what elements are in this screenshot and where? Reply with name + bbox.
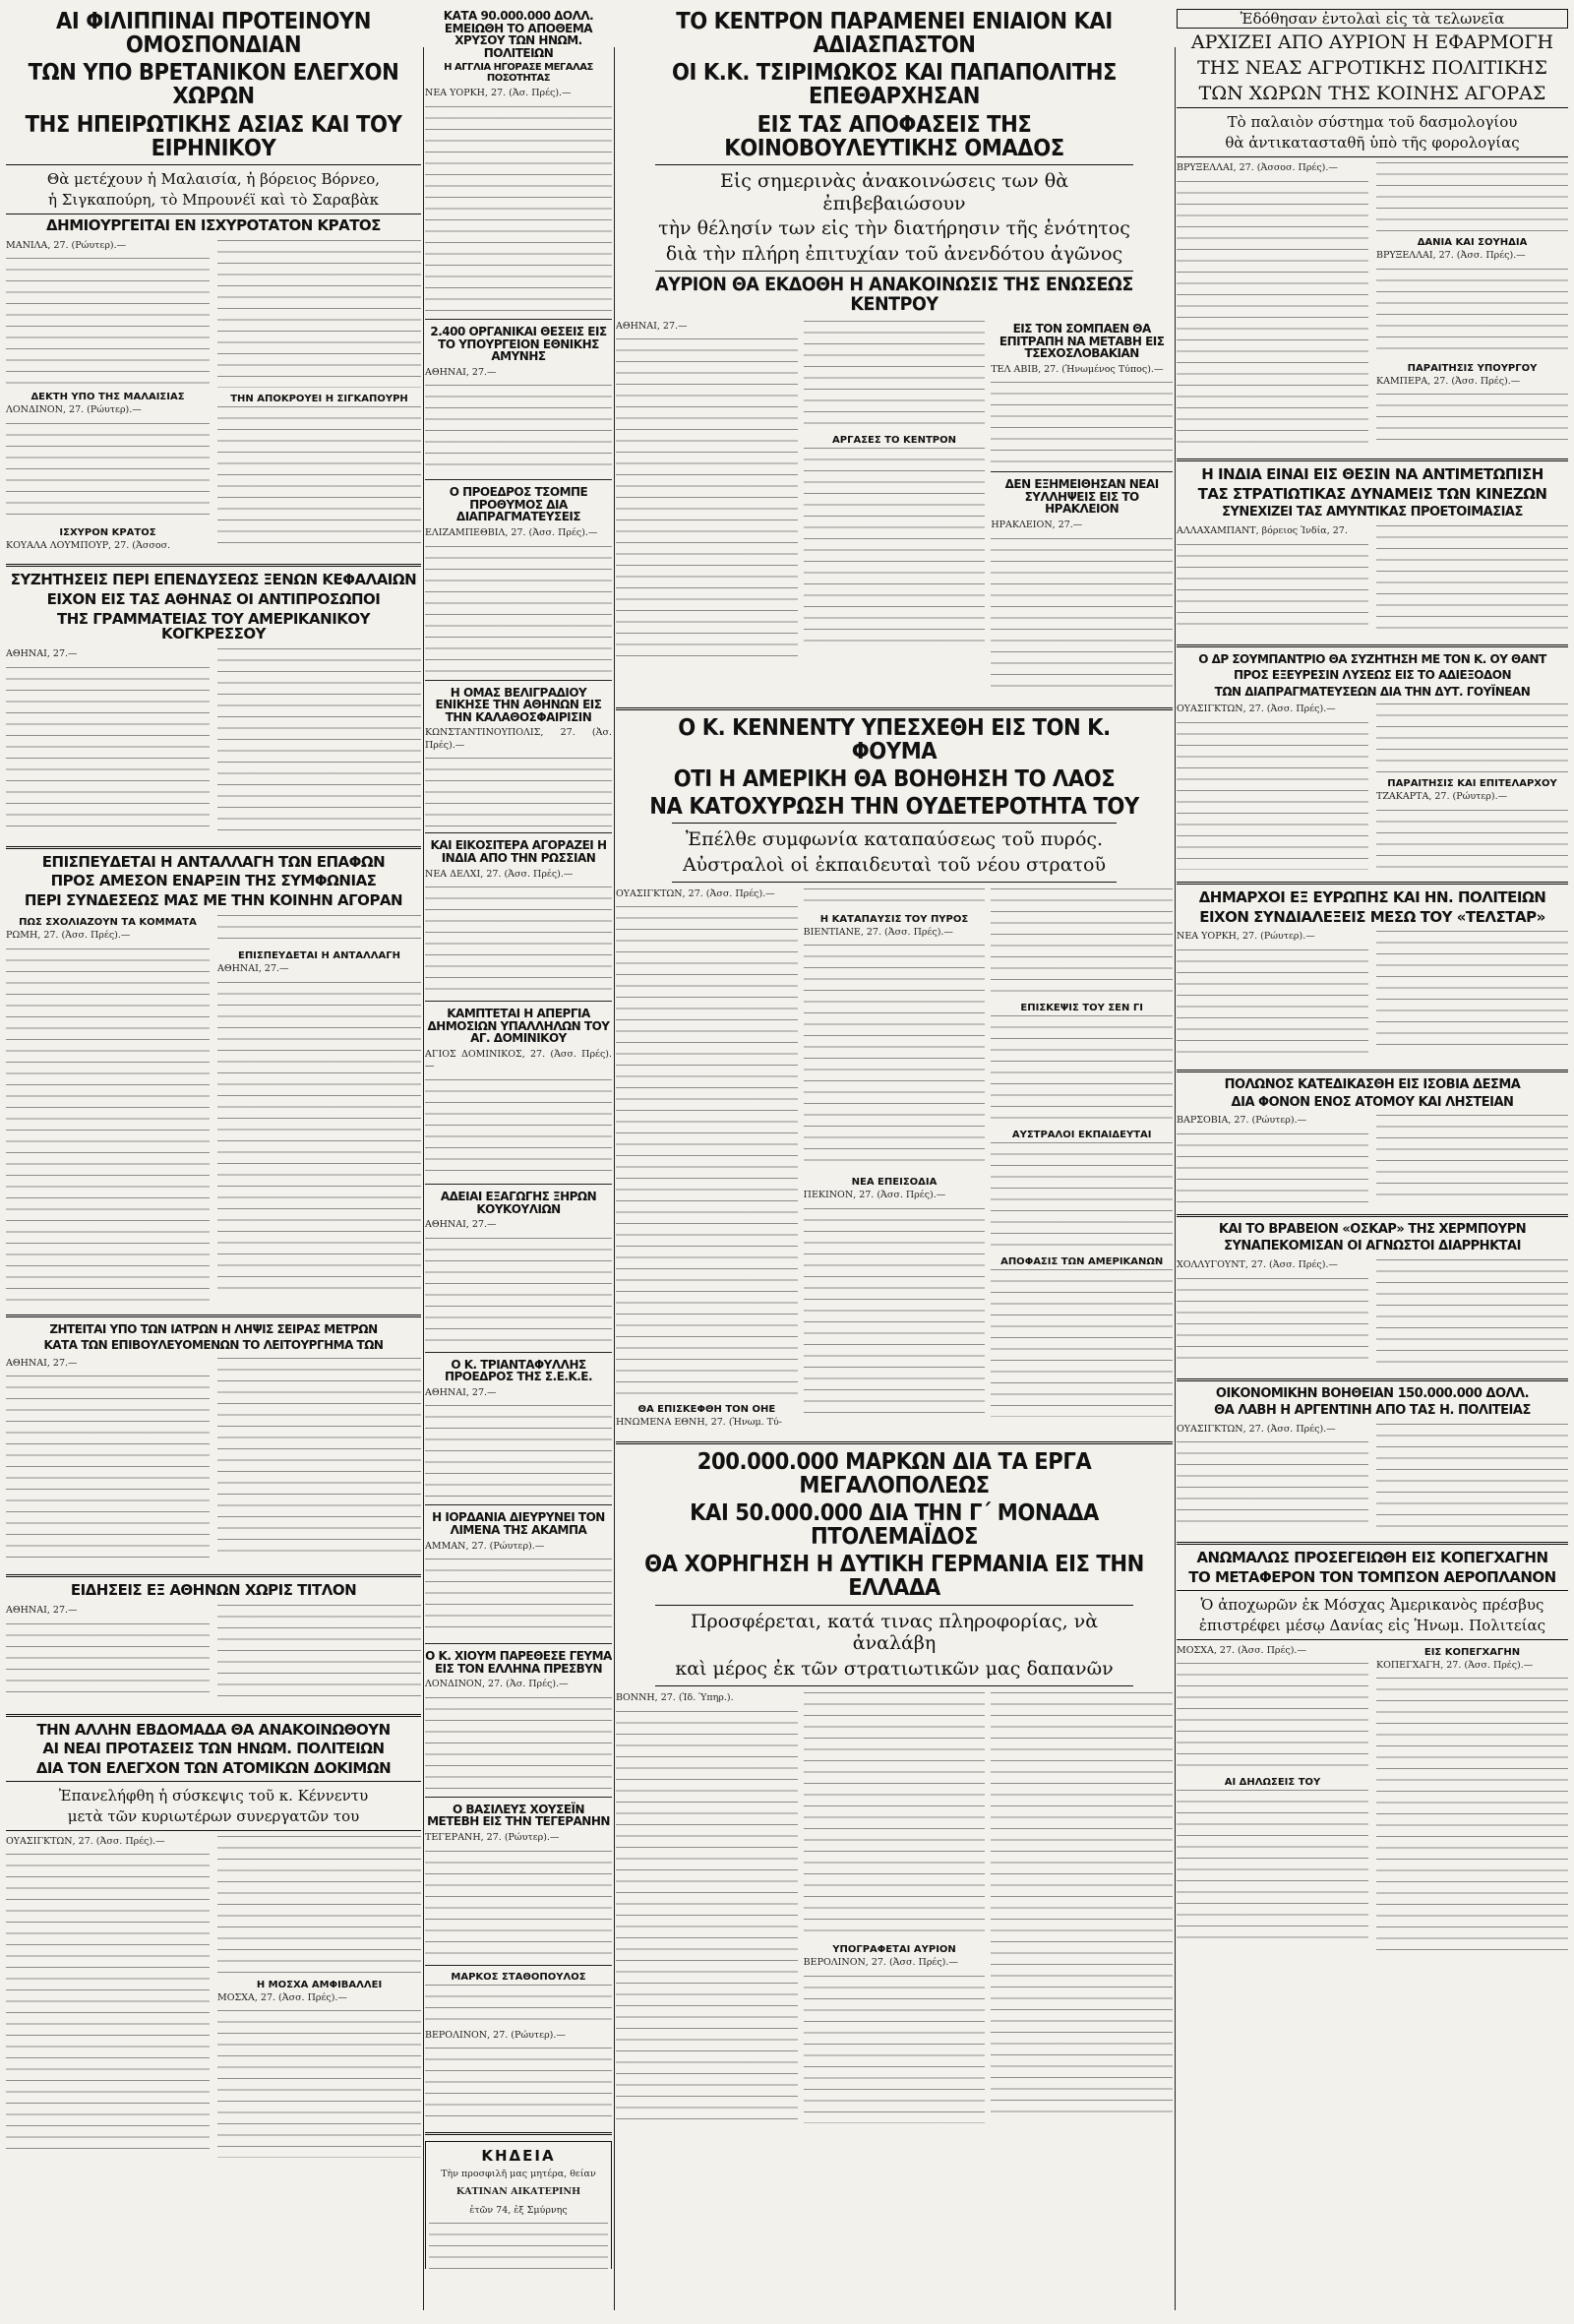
- headline-line: ΠΟΛΩΝΟΣ ΚΑΤΕΔΙΚΑΣΘΗ ΕΙΣ ΙΣΟΒΙΑ ΔΕΣΜΑ: [1224, 1076, 1521, 1092]
- article-text: [6, 1623, 210, 1702]
- article-hussein: [425, 1804, 612, 1959]
- article-text: [804, 1208, 986, 1415]
- subsection-title: ΠΩΣ ΣΧΟΛΙΑΖΟΥΝ ΤΑ ΚΟΜΜΑΤΑ: [19, 916, 197, 928]
- dateline: ΜΟΣΧΑ, 27. (Ἀσσ. Πρές).—: [217, 1991, 347, 2003]
- headline-line: ΚΑΙ 50.000.000 ΔΙΑ ΤΗΝ Γ΄ ΜΟΝΑΔΑ ΠΤΟΛΕΜΑΪΔΟΣ: [690, 1500, 1099, 1551]
- dateline: ΒΕΡΟΛΙΝΟΝ, 27. (Ρώυτερ).—: [425, 2029, 566, 2041]
- dateline: ΑΘΗΝΑΙ, 27.—: [6, 648, 78, 660]
- article-home-dinner: [425, 1650, 612, 1791]
- subsection-title: ΕΠΙΣΠΕΥΔΕΤΑΙ Η ΑΝΤΑΛΛΑΓΗ: [237, 949, 400, 961]
- dateline: ΒΡΥΞΕΛΛΑΙ, 27. (Ἀσσοσ. Πρές).—: [1177, 162, 1338, 174]
- article-text: [217, 1605, 421, 1698]
- article-text: [1376, 810, 1568, 869]
- headline-line: ΘΑ ΛΑΒΗ Η ΑΡΓΕΝΤΙΝΗ ΑΠΟ ΤΑΣ Η. ΠΟΛΙΤΕΙΑΣ: [1214, 1403, 1531, 1419]
- headline-line: ΤΟ ΜΕΤΑΦΕΡΟΝ ΤΟΝ ΤΟΜΠΣΟΝ ΑΕΡΟΠΛΑΝΟΝ: [1188, 1568, 1556, 1587]
- dateline: ΑΘΗΝΑΙ, 27.—: [6, 1357, 78, 1369]
- article-text: [425, 106, 612, 313]
- headline: Ο ΠΡΟΕΔΡΟΣ ΤΣΟΜΠΕ ΠΡΟΘΥΜΟΣ ΔΙΑ ΔΙΑΠΡΑΓΜΑΤΕΥΣΕΙΣ: [449, 485, 588, 524]
- article-text: [425, 1985, 612, 2024]
- subsection-title: ΑΠΟΦΑΣΙΣ ΤΩΝ ΑΜΕΡΙΚΑΝΩΝ: [1000, 1255, 1164, 1267]
- article-basketball: [425, 687, 612, 827]
- dateline: ΚΟΥΑΛΑ ΛΟΥΜΠΟΥΡ, 27. (Ἀσσοσ.: [6, 539, 171, 551]
- dateline: ΝΕΑ ΥΟΡΚΗ, 27. (Ρώυτερ).—: [1177, 931, 1315, 943]
- subsection-title: ΙΣΧΥΡΟΝ ΚΡΑΤΟΣ: [59, 526, 156, 538]
- article-india-russia: [425, 839, 612, 995]
- article-center-party: [616, 10, 1173, 702]
- subsection-title: ΠΑΡΑΙΤΗΣΙΣ ΥΠΟΥΡΓΟΥ: [1407, 362, 1538, 374]
- article-text: [217, 1358, 421, 1560]
- subheadline: Ὁ ἀποχωρῶν ἐκ Μόσχας Ἀμερικανὸς πρέσβυς: [1200, 1595, 1544, 1614]
- article-athens-news: [6, 1583, 421, 1707]
- dateline: ΑΘΗΝΑΙ, 27.—: [6, 1604, 78, 1616]
- article-text: [804, 448, 986, 644]
- notice-text: ἐτῶν 74, ἐξ Σμύρνης: [469, 2204, 568, 2216]
- column-rule: [1175, 47, 1176, 2310]
- article-text: [6, 1854, 210, 2149]
- dateline: ΟΥΑΣΙΓΚΤΩΝ, 27. (Ἀσσ. Πρές).—: [1177, 1423, 1336, 1435]
- article-text: [804, 1692, 986, 1938]
- headline-line: ΤΗΝ ΑΛΛΗΝ ΕΒΔΟΜΑΔΑ ΘΑ ΑΝΑΚΟΙΝΩΘΟΥΝ: [36, 1720, 391, 1739]
- notice-text-block: [429, 2223, 608, 2269]
- article-triantafyllis: [425, 1359, 612, 1499]
- article-india-china: [1177, 464, 1568, 639]
- article-text: [425, 1559, 612, 1637]
- subsection-title: ΥΠΟΓΡΑΦΕΤΑΙ ΑΥΡΙΟΝ: [832, 1943, 956, 1955]
- article-text: [217, 915, 421, 945]
- article-atomic-tests: [6, 1720, 421, 2165]
- headline-line: ΔΙΑ ΤΟΝ ΕΛΕΓΧΟΝ ΤΩΝ ΑΤΟΜΙΚΩΝ ΔΟΚΙΜΩΝ: [35, 1759, 392, 1777]
- dateline: ΚΟΠΕΓΧΑΓΗ, 27. (Ἀσσ. Πρές).—: [1376, 1659, 1534, 1671]
- dateline: ΚΑΜΠΕΡΑ, 27. (Ἀσσ. Πρές).—: [1376, 375, 1521, 387]
- dateline: ΟΥΑΣΙΓΚΤΩΝ, 27. (Ἀσσ. Πρές).—: [6, 1835, 165, 1847]
- article-text: [6, 1376, 210, 1562]
- headline-line: ΑΡΧΙΖΕΙ ΑΠΟ ΑΥΡΙΟΝ Η ΕΦΑΡΜΟΓΗ: [1190, 31, 1554, 53]
- article-subandrio: [1177, 653, 1568, 876]
- article-cocoons: [425, 1191, 612, 1346]
- headline: ΕΙΣ ΤΟΝ ΣΟΜΠΑΕΝ ΘΑ ΕΠΙΤΡΑΠΗ ΝΑ ΜΕΤΑΒΗ ΕΙΣ ΤΣΕΧΟΣΛΟΒΑΚΙΑΝ: [999, 321, 1165, 361]
- article-text: [425, 1079, 612, 1178]
- headline-line: ΚΑΤΑ ΤΩΝ ΕΠΙΒΟΥΛΕΥΟΜΕΝΩΝ ΤΟ ΛΕΙΤΟΥΡΓΗΜΑ ΤΩΝ: [43, 1338, 384, 1353]
- subheadline: μετὰ τῶν κυριωτέρων συνεργατῶν του: [67, 1806, 360, 1825]
- subheadline: διὰ τὴν πλήρη ἐπιτυχίαν τοῦ ἀνενδότου ἀγῶνος: [665, 243, 1123, 266]
- dateline: ΒΑΡΣΟΒΙΑ, 27. (Ρώυτερ).—: [1177, 1115, 1307, 1127]
- article-telstar: [1177, 887, 1568, 1064]
- article-poland: [1177, 1078, 1568, 1208]
- headline: ΚΗΔΕΙΑ: [481, 2147, 556, 2166]
- article-argentina: [1177, 1387, 1568, 1537]
- article-text: [804, 321, 986, 429]
- subheadline: Προσφέρεται, κατά τινας πληροφορίας, νὰ ἀναλάβη: [690, 1610, 1099, 1655]
- dateline: ΜΟΣΧΑ, 27. (Ἀσσ. Πρές).—: [1177, 1644, 1306, 1656]
- article-text: [1376, 1678, 1568, 1953]
- article-text: [1177, 1278, 1368, 1367]
- article-text: [6, 948, 210, 1303]
- dateline: ΚΩΝΣΤΑΝΤΙΝΟΥΠΟΛΙΣ, 27. (Ἀσ. Πρές).—: [425, 727, 612, 751]
- article-text: [425, 758, 612, 826]
- article-text: [804, 888, 986, 908]
- article-text: [1376, 931, 1568, 1054]
- subheadline: ΣΥΝΕΧΙΖΕΙ ΤΑΣ ΑΜΥΝΤΙΚΑΣ ΠΡΟΕΤΟΙΜΑΣΙΑΣ: [1222, 505, 1523, 520]
- subheadline: Ἐπανελήφθη ἡ σύσκεψις τοῦ κ. Κέννεντυ: [58, 1786, 369, 1804]
- headline-small: ΔΗΜΙΟΥΡΓΕΙΤΑΙ ΕΝ ΙΣΧΥΡΟΤΑΤΟΝ ΚΡΑΤΟΣ: [46, 215, 381, 234]
- headline-line: ΑΙ ΦΙΛΙΠΠΙΝΑΙ ΠΡΟΤΕΙΝΟΥΝ ΟΜΟΣΠΟΝΔΙΑΝ: [55, 9, 371, 59]
- article-text: [1177, 949, 1368, 1058]
- headline-line: ΘΑ ΧΟΡΗΓΗΣΗ Η ΔΥΤΙΚΗ ΓΕΡΜΑΝΙΑ ΕΙΣ ΤΗΝ ΕΛΛΑΔΑ: [644, 1552, 1144, 1602]
- headline: ΔΕΝ ΕΞΗΜΕΙΘΗΣΑΝ ΝΕΑΙ ΣΥΛΛΗΨΕΙΣ ΕΙΣ ΤΟ ΗΡΑΚΛΕΙΟΝ: [1004, 477, 1159, 517]
- headline-line: ΖΗΤΕΙΤΑΙ ΥΠΟ ΤΩΝ ΙΑΤΡΩΝ Η ΛΗΨΙΣ ΣΕΙΡΑΣ ΜΕΤΡΩΝ: [49, 1321, 378, 1336]
- headline-line: ΟΤΙ Η ΑΜΕΡΙΚΗ ΘΑ ΒΟΗΘΗΣΗ ΤΟ ΛΑΟΣ: [673, 765, 1116, 792]
- subsection-title: ΑΙ ΔΗΛΩΣΕΙΣ ΤΟΥ: [1224, 1777, 1321, 1789]
- article-oscar: [1177, 1223, 1568, 1373]
- article-text: [1177, 1441, 1368, 1530]
- headline-line: 200.000.000 ΜΑΡΚΩΝ ΔΙΑ ΤΑ ΕΡΓΑ ΜΕΓΑΛΟΠΟΛΕΩΣ: [696, 1448, 1092, 1498]
- dateline: ΑΘΗΝΑΙ, 27.—: [425, 1219, 497, 1231]
- subsection-title: ΠΑΡΑΙΤΗΣΙΣ ΚΑΙ ΕΠΙΤΕΛΑΡΧΟΥ: [1387, 778, 1557, 790]
- dateline: ΜΑΝΙΛΑ, 27. (Ρώυτερ).—: [6, 239, 127, 251]
- article-text: [425, 1405, 612, 1498]
- article-text: [425, 887, 612, 995]
- subheadline: Ἐπέλθε συμφωνία καταπαύσεως τοῦ πυρός.: [685, 828, 1104, 851]
- subsection-title: Η ΚΑΤΑΠΑΥΣΙΣ ΤΟΥ ΠΥΡΟΣ: [819, 913, 969, 925]
- dateline: ΛΟΝΔΙΝΟΝ, 27. (Ἀσ. Πρές).—: [425, 1679, 569, 1690]
- subsection-title: ΔΕΚΤΗ ΥΠΟ ΤΗΣ ΜΑΛΑΙΣΙΑΣ: [30, 392, 185, 403]
- headline-line: ΠΡΟΣ ΕΞΕΥΡΕΣΙΝ ΛΥΣΕΩΣ ΕΙΣ ΤΟ ΑΔΙΕΞΟΔΟΝ: [1233, 668, 1512, 683]
- headline-line: ΟΙ Κ.Κ. ΤΣΙΡΙΜΩΚΟΣ ΚΑΙ ΠΑΠΑΠΟΛΙΤΗΣ ΕΠΕΘΑΡΧΗΣΑΝ: [672, 60, 1117, 110]
- headline-line: ΑΙ ΝΕΑΙ ΠΡΟΤΑΣΕΙΣ ΤΩΝ ΗΝΩΜ. ΠΟΛΙΤΕΙΩΝ: [42, 1740, 385, 1758]
- subsection-title: ΘΑ ΕΠΙΣΚΕΦΘΗ ΤΟΝ ΟΗΕ: [637, 1404, 776, 1416]
- notice-text: Τὴν προσφιλῆ μας μητέρα, θείαν: [441, 2168, 596, 2179]
- subheadline: θὰ ἀντικατασταθῆ ὑπὸ τῆς φορολογίας: [1225, 134, 1520, 153]
- subheadline: Η ΑΓΓΛΙΑ ΗΓΟΡΑΣΕ ΜΕΓΑΛΑΣ ΠΟΣΟΤΗΤΑΣ: [444, 62, 593, 84]
- article-defense-posts: [425, 326, 612, 473]
- headline-line: ΤΗΣ ΝΕΑΣ ΑΓΡΟΤΙΚΗΣ ΠΟΛΙΤΙΚΗΣ: [1197, 56, 1547, 79]
- article-text: [1177, 722, 1368, 870]
- article-text: [1177, 1663, 1368, 1771]
- headline: Η ΟΜΑΣ ΒΕΛΙΓΡΑΔΙΟΥ ΕΝΙΚΗΣΕ ΤΗΝ ΑΘΗΝΩΝ ΕΙΣ ΤΗΝ ΚΑΛΑΘΟΣΦΑΙΡΙΣΙΝ: [435, 685, 602, 724]
- article-text: [991, 1269, 1173, 1417]
- article-text: [1177, 181, 1368, 447]
- headline: Ο ΒΑΣΙΛΕΥΣ ΧΟΥΣΕΪΝ ΜΕΤΕΒΗ ΕΙΣ ΤΗΝ ΤΕΓΕΡΑΝΗΝ: [427, 1802, 610, 1829]
- dateline: ΝΕΑ ΔΕΛΧΙ, 27. (Ἀσσ. Πρές).—: [425, 868, 574, 880]
- headline-line: ΕΙΧΟΝ ΕΙΣ ΤΑΣ ΑΘΗΝΑΣ ΟΙ ΑΝΤΙΠΡΟΣΩΠΟΙ: [46, 589, 381, 608]
- article-text: [991, 1142, 1173, 1251]
- subsection-title: ΔΑΝΙΑ ΚΑΙ ΣΟΥΗΔΙΑ: [1417, 237, 1528, 249]
- dateline: ΒΡΥΞΕΛΛΑΙ, 27. (Ἀσσ. Πρές).—: [1376, 250, 1526, 262]
- subheadline: ἐπιστρέφει μέσῳ Δανίας εἰς Ἡνωμ. Πολιτείας: [1198, 1616, 1546, 1634]
- dateline: ΛΟΝΔΙΝΟΝ, 27. (Ρώυτερ).—: [6, 404, 142, 416]
- article-text: [217, 982, 421, 1297]
- article-agricultural-policy: [1177, 9, 1568, 453]
- column-4: [1177, 6, 1568, 2269]
- article-gold-reserve: [425, 10, 612, 313]
- article-text: [425, 1238, 612, 1346]
- dateline: ΝΕΑ ΥΟΡΚΗ, 27. (Ἀσ. Πρές).—: [425, 88, 572, 99]
- subsection-title: ΕΠΙΣΚΕΨΙΣ ΤΟΥ ΣΕΝ ΓΙ: [1020, 1002, 1143, 1013]
- subheadline: Αὐστραλοὶ οἱ ἐκπαιδευταὶ τοῦ νέου στρατοῦ: [682, 853, 1107, 876]
- headline-line: ΔΙΑ ΦΟΝΟΝ ΕΝΟΣ ΑΤΟΜΟΥ ΚΑΙ ΛΗΣΤΕΙΑΝ: [1231, 1094, 1514, 1110]
- headline: ΚΑΜΠΤΕΤΑΙ Η ΑΠΕΡΓΙΑ ΔΗΜΟΣΙΩΝ ΥΠΑΛΛΗΛΩΝ ΤΟΥ ΑΓ. ΔΟΜΙΝΙΚΟΥ: [427, 1007, 610, 1046]
- notice-name: ΚΑΤΙΝΑΝ ΑΙΚΑΤΕΡΙΝΗ: [455, 2186, 581, 2198]
- headline-line: ΟΙΚΟΝΟΜΙΚΗΝ ΒΟΗΘΕΙΑΝ 150.000.000 ΔΟΛΛ.: [1215, 1385, 1530, 1401]
- article-akaba: [425, 1511, 612, 1637]
- dateline: ΑΜΜΑΝ, 27. (Ρώυτερ).—: [425, 1540, 545, 1552]
- article-text: [425, 385, 612, 473]
- subsection-title: ΜΑΡΚΟΣ ΣΤΑΘΟΠΟΥΛΟΣ: [451, 1971, 586, 1983]
- article-dominican-strike: [425, 1008, 612, 1178]
- dateline: ΒΕΡΟΛΙΝΟΝ, 27. (Ἀσσ. Πρές).—: [803, 1956, 958, 1968]
- article-text: [6, 423, 210, 521]
- dateline: ΟΥΑΣΙΓΚΤΩΝ, 27. (Ἀσσ. Πρές).—: [1177, 703, 1336, 715]
- subheadline: Εἰς σημερινὰς ἀνακοινώσεις των θὰ ἐπιβεβαιώσουν: [719, 169, 1069, 214]
- subsection-title: ΝΕΑ ΕΠΕΙΣΟΔΙΑ: [851, 1177, 938, 1189]
- dateline: ΗΡΑΚΛΕΙΟΝ, 27.—: [991, 520, 1083, 530]
- headline-line: ΤΩΝ ΧΩΡΩΝ ΤΗΣ ΚΟΙΝΗΣ ΑΓΟΡΑΣ: [1198, 82, 1546, 104]
- article-text: [804, 945, 986, 1171]
- headline-line: Η ΙΝΔΙΑ ΕΙΝΑΙ ΕΙΣ ΘΕΣΙΝ ΝΑ ΑΝΤΙΜΕΤΩΠΙΣΗ: [1201, 464, 1544, 483]
- dateline: ΑΘΗΝΑΙ, 27.—: [425, 366, 497, 378]
- headline: ΚΑΙ ΕΙΚΟΣΙΤΕΡΑ ΑΓΟΡΑΖΕΙ Η ΙΝΔΙΑ ΑΠΟ ΤΗΝ ΡΩΣΣΙΑΝ: [430, 838, 607, 865]
- headline: ΑΔΕΙΑΙ ΕΞΑΓΩΓΗΣ ΞΗΡΩΝ ΚΟΥΚΟΥΛΙΩΝ: [440, 1189, 597, 1216]
- article-text: [1376, 269, 1568, 357]
- headline-line: ΚΑΙ ΤΟ ΒΡΑΒΕΙΟΝ «ΟΣΚΑΡ» ΤΗΣ ΧΕΡΜΠΟΥΡΝ: [1218, 1221, 1527, 1237]
- headline: Ο Κ. ΧΙΟΥΜ ΠΑΡΕΘΕΣΕ ΓΕΥΜΑ ΕΙΣ ΤΟΝ ΕΛΛΗΝΑ ΠΡΕΣΒΥΝ: [425, 1649, 612, 1676]
- article-text: [1376, 394, 1568, 443]
- headline-line: ΔΗΜΑΡΧΟΙ ΕΞ ΕΥΡΩΠΗΣ ΚΑΙ ΗΝ. ΠΟΛΙΤΕΙΩΝ: [1198, 887, 1546, 906]
- subsection-title: ΑΥΣΤΡΑΛΟΙ ΕΚΠΑΙΔΕΥΤΑΙ: [1011, 1129, 1152, 1140]
- article-foreign-capital: [6, 573, 421, 840]
- article-text: [804, 1976, 986, 2123]
- headline: Ο Κ. ΤΡΙΑΝΤΑΦΥΛΛΗΣ ΠΡΟΕΔΡΟΣ ΤΗΣ Σ.Ε.Κ.Ε.: [444, 1357, 593, 1384]
- column-2: [425, 6, 612, 2269]
- article-text: [1376, 703, 1568, 772]
- article-text: [616, 906, 798, 1398]
- article-doctors: [6, 1323, 421, 1569]
- subheadline: τὴν θέλησίν των εἰς τὴν διατήρησιν τῆς ἑνότητος: [658, 217, 1130, 240]
- headline-line: ΣΥΖΗΤΗΣΕΙΣ ΠΕΡΙ ΕΠΕΝΔΥΣΕΩΣ ΞΕΝΩΝ ΚΕΦΑΛΑΙΩΝ: [10, 571, 417, 589]
- article-common-market: [6, 852, 421, 1309]
- article-text: [991, 888, 1173, 997]
- article-text: [991, 1015, 1173, 1124]
- subsection-title: ΤΗΝ ΑΠΟΚΡΟΥΕΙ Η ΣΙΓΚΑΠΟΥΡΗ: [230, 393, 408, 404]
- article-text: [1177, 1790, 1368, 1947]
- subsection-title: ΕΙΣ ΚΟΠΕΓΧΑΓΗΝ: [1423, 1646, 1521, 1658]
- headline-line: ΕΠΙΣΠΕΥΔΕΤΑΙ Η ΑΝΤΑΛΛΑΓΗ ΤΩΝ ΕΠΑΦΩΝ: [41, 852, 386, 871]
- dateline: ΡΩΜΗ, 27. (Ἀσσ. Πρές).—: [6, 929, 131, 941]
- headline-line: ΠΕΡΙ ΣΥΝΔΕΣΕΩΣ ΜΑΣ ΜΕ ΤΗΝ ΚΟΙΝΗΝ ΑΓΟΡΑΝ: [24, 891, 403, 910]
- column-rule: [614, 47, 615, 2310]
- column-rule: [423, 47, 424, 2310]
- headline: 2.400 ΟΡΓΑΝΙΚΑΙ ΘΕΣΕΙΣ ΕΙΣ ΤΟ ΥΠΟΥΡΓΕΙΟΝ ΕΘΝΙΚΗΣ ΑΜΥΝΗΣ: [430, 324, 607, 364]
- headline-line: ΤΩΝ ΥΠΟ ΒΡΕΤΑΝΙΚΟΝ ΕΛΕΓΧΟΝ ΧΩΡΩΝ: [28, 60, 399, 110]
- headline-line: ΕΙΣ ΤΑΣ ΑΠΟΦΑΣΕΙΣ ΤΗΣ ΚΟΙΝΟΒΟΥΛΕΥΤΙΚΗΣ ΟΜΑΔΟΣ: [724, 111, 1064, 161]
- article-text: [217, 648, 421, 830]
- kicker: Ἐδόθησαν ἐντολαὶ εἰς τὰ τελωνεῖα: [1177, 9, 1568, 29]
- article-text: [217, 406, 421, 544]
- article-text: [1177, 1133, 1368, 1202]
- article-text: [425, 546, 612, 674]
- article-text: [217, 240, 421, 388]
- dateline: ΤΕΛ ΑΒΙΒ, 27. (Ἡνωμένος Τύπος).—: [991, 363, 1164, 375]
- article-text: [991, 538, 1173, 696]
- headline-line: ΤΗΣ ΓΡΑΜΜΑΤΕΙΑΣ ΤΟΥ ΑΜΕΡΙΚΑΝΙΚΟΥ ΚΟΓΚΡΕΣΣΟΥ: [56, 609, 371, 643]
- dateline: ΑΛΛΑΧΑΜΠΑΝΤ, βόρειος Ἰνδία, 27.: [1177, 525, 1348, 537]
- headline-line: ΤΑΣ ΣΤΡΑΤΙΩΤΙΚΑΣ ΔΥΝΑΜΕΙΣ ΤΩΝ ΚΙΝΕΖΩΝ: [1197, 484, 1547, 503]
- headline-line: ΑΝΩΜΑΛΩΣ ΠΡΟΣΕΓΕΙΩΘΗ ΕΙΣ ΚΟΠΕΓΧΑΓΗΝ: [1196, 1549, 1548, 1567]
- dateline: ΤΕΓΕΡΑΝΗ, 27. (Ρώυτερ).—: [425, 1832, 560, 1843]
- column-3: [616, 6, 1173, 2269]
- dateline: ΕΛΙΖΑΜΠΕΘΒΙΛ, 27. (Ἀσσ. Πρές).—: [425, 527, 598, 538]
- article-laos: [616, 716, 1173, 1436]
- headline-line: Ο Κ. ΚΕΝΝΕΝΤΥ ΥΠΕΣΧΕΘΗ ΕΙΣ ΤΟΝ Κ. ΦΟΥΜΑ: [678, 714, 1111, 764]
- dateline: ΗΝΩΜΕΝΑ ΕΘΝΗ, 27. (Ἡνωμ. Τύ-: [616, 1417, 783, 1429]
- dateline: ΑΘΗΝΑΙ, 27.—: [425, 1386, 497, 1398]
- article-philippines: [6, 10, 421, 558]
- article-text: [1376, 1115, 1568, 1198]
- dateline: ΟΥΑΣΙΓΚΤΩΝ, 27. (Ἀσσ. Πρές).—: [616, 887, 775, 899]
- article-text: [1376, 1259, 1568, 1363]
- dateline: ΑΘΗΝΑΙ, 27.—: [616, 320, 688, 332]
- dateline: ΒΟΝΝΗ, 27. (Ἰδ. Ὑπηρ.).: [616, 1691, 734, 1703]
- subheadline: ἡ Σιγκαπούρη, τὸ Μπρουνέϊ καὶ τὸ Σαραβὰκ: [48, 190, 379, 209]
- article-text: [1376, 1424, 1568, 1527]
- dateline: ΑΓΙΟΣ ΔΟΜΙΝΙΚΟΣ, 27. (Ἀσσ. Πρές).—: [425, 1048, 612, 1072]
- article-text: [6, 258, 210, 386]
- article-copenhagen: [1177, 1551, 1568, 1959]
- funeral-notice: [425, 2141, 612, 2269]
- article-tshombe: [425, 486, 612, 673]
- headline-line: ΤΗΣ ΗΠΕΙΡΩΤΙΚΗΣ ΑΣΙΑΣ ΚΑΙ ΤΟΥ ΕΙΡΗΝΙΚΟΥ: [25, 111, 402, 161]
- headline-line: ΤΟ ΚΕΝΤΡΟΝ ΠΑΡΑΜΕΝΕΙ ΕΝΙΑΙΟΝ ΚΑΙ ΑΔΙΑΣΠΑΣΤΟΝ: [676, 9, 1113, 59]
- article-text: [217, 1836, 421, 1974]
- article-text: [1376, 525, 1568, 629]
- article-text: [425, 2048, 612, 2126]
- headline: Η ΙΟΡΔΑΝΙΑ ΔΙΕΥΡΥΝΕΙ ΤΟΝ ΛΙΜΕΝΑ ΤΗΣ ΑΚΑΜΠΑ: [432, 1510, 605, 1537]
- article-text: [1177, 544, 1368, 633]
- article-text: [616, 1711, 798, 2124]
- headline: ΕΙΔΗΣΕΙΣ ΕΞ ΑΘΗΝΩΝ ΧΩΡΙΣ ΤΙΤΛΟΝ: [70, 1581, 357, 1600]
- subheadline: Τὸ παλαιὸν σύστημα τοῦ δασμολογίου: [1227, 113, 1518, 132]
- subheadline: Θὰ μετέχουν ἡ Μαλαισία, ἡ βόρειος Βόρνεο,: [46, 169, 381, 188]
- subsection-title: ΑΡΓΑΣΕΣ ΤΟ ΚΕΝΤΡΟΝ: [832, 434, 956, 446]
- dateline: ΑΘΗΝΑΙ, 27.—: [217, 962, 289, 974]
- article-text: [425, 1851, 612, 1959]
- article-text: [217, 2010, 421, 2158]
- article-stathopoulos: [425, 1972, 612, 2127]
- column-1: [6, 6, 421, 2269]
- article-germany-marks: [616, 1450, 1173, 2130]
- dateline: ΤΖΑΚΑΡΤΑ, 27. (Ρώυτερ).—: [1376, 791, 1508, 803]
- article-text: [616, 338, 798, 663]
- headline: ΚΑΤΑ 90.000.000 ΔΟΛΛ. ΕΜΕΙΩΘΗ ΤΟ ΑΠΟΘΕΜΑ ΧΡΥΣΟΥ ΤΩΝ ΗΝΩΜ. ΠΟΛΙΤΕΙΩΝ: [443, 9, 594, 60]
- dateline: ΠΕΚΙΝΟΝ, 27. (Ἀσσ. Πρές).—: [803, 1190, 946, 1201]
- dateline: ΒΙΕΝΤΙΑΝΕ, 27. (Ἀσσ. Πρές).—: [803, 926, 953, 938]
- headline-line: ΣΥΝΑΠΕΚΟΜΙΣΑΝ ΟΙ ΑΓΝΩΣΤΟΙ ΔΙΑΡΡΗΚΤΑΙ: [1224, 1239, 1521, 1254]
- headline-line: ΑΥΡΙΟΝ ΘΑ ΕΚΔΟΘΗ Η ΑΝΑΚΟΙΝΩΣΙΣ ΤΗΣ ΕΝΩΣΕΩΣ ΚΕΝΤΡΟΥ: [655, 274, 1133, 315]
- article-text: [991, 382, 1173, 465]
- article-text: [425, 1697, 612, 1791]
- headline-line: ΠΡΟΣ ΑΜΕΣΟΝ ΕΝΑΡΞΙΝ ΤΗΣ ΣΥΜΦΩΝΙΑΣ: [50, 872, 377, 890]
- article-text: [991, 1692, 1173, 2120]
- headline-line: ΤΩΝ ΔΙΑΠΡΑΓΜΑΤΕΥΣΕΩΝ ΔΙΑ ΤΗΝ ΔΥΤ. ΓΟΥΪΝΕΑΝ: [1214, 684, 1531, 699]
- headline-line: Ο ΔΡ ΣΟΥΜΠΑΝΤΡΙΟ ΘΑ ΣΥΖΗΤΗΣΗ ΜΕ ΤΟΝ Κ. ΟΥ ΘΑΝΤ: [1198, 651, 1546, 666]
- article-text: [6, 667, 210, 834]
- headline-line: ΝΑ ΚΑΤΟΧΥΡΩΣΗ ΤΗΝ ΟΥΔΕΤΕΡΟΤΗΤΑ ΤΟΥ: [649, 793, 1139, 820]
- subheadline: καὶ μέρος ἐκ τῶν στρατιωτικῶν μας δαπανῶν: [675, 1658, 1114, 1681]
- article-text: [1376, 162, 1568, 231]
- headline-line: ΕΙΧΟΝ ΣΥΝΔΙΑΛΕΞΕΙΣ ΜΕΣΩ ΤΟΥ «ΤΕΛΣΤΑΡ»: [1199, 907, 1545, 926]
- dateline: ΧΟΛΛΥΓΟΥΝΤ, 27. (Ἀσσ. Πρές).—: [1177, 1259, 1338, 1271]
- subsection-title: Η ΜΟΣΧΑ ΑΜΦΙΒΑΛΛΕΙ: [256, 1979, 383, 1990]
